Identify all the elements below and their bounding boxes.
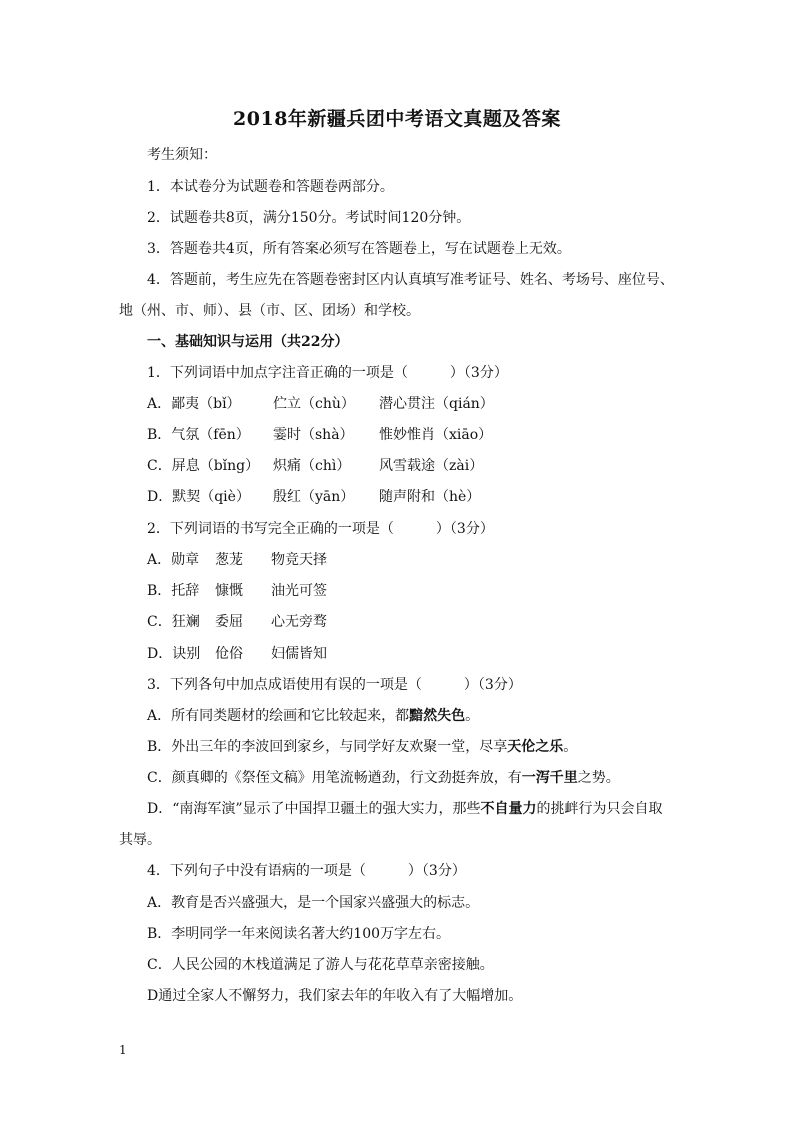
q2-option-d [147, 645, 327, 663]
notice-item-2: 2．试题卷共8页，满分150分。考试时间120分钟。 [147, 210, 471, 226]
q2-c-word2: 委屈 [215, 614, 243, 630]
q1-d-word2: 殷红（yān） [273, 489, 355, 505]
q2-a-word2: 葱茏 [215, 552, 243, 568]
q2-b-word2: 慷慨 [215, 583, 243, 599]
q2-d-word2: 伧俗 [215, 646, 243, 662]
q1-stem: 1．下列词语中加点字注音正确的一项是（ ）（3分） [147, 365, 508, 381]
q1-c-word2: 炽痛（chì） [273, 458, 351, 474]
q3-d-idiom: 不自量力 [480, 801, 537, 817]
q1-a-word1: A．鄙夷（bǐ） [147, 396, 241, 412]
q1-option-c [147, 457, 483, 475]
q1-option-b [147, 426, 492, 444]
q2-stem: 2．下列词语的书写完全正确的一项是（ ）（3分） [147, 521, 494, 537]
q2-b-word1: B．托辞 [147, 583, 200, 599]
q1-option-a [147, 395, 494, 413]
q1-b-word3: 惟妙惟肖（xiāo） [379, 427, 493, 443]
q3-d-end: 的挑衅行为只会自取 [536, 801, 663, 817]
q1-a-word3: 潜心贯注（qián） [379, 396, 494, 412]
q2-option-b [147, 582, 327, 600]
q1-option-d [147, 488, 480, 506]
q3-option-b [147, 738, 577, 756]
page-title: 2018年新疆兵团中考语文真题及答案 [233, 108, 561, 130]
q2-option-a [147, 551, 327, 569]
q2-option-c [147, 613, 327, 631]
q1-b-word2: 霎时（shà） [273, 427, 354, 443]
q3-b-text: B．外出三年的李波回到家乡，与同学好友欢聚一堂，尽享 [147, 739, 508, 755]
q2-d-word1: D．诀别 [147, 646, 201, 662]
q4-option-d: D通过全家人不懈努力，我们家去年的年收入有了大幅增加。 [147, 988, 523, 1004]
q3-c-idiom: 一泻千里 [521, 770, 578, 786]
q2-b-word3: 油光可签 [271, 583, 327, 599]
q2-c-word3: 心无旁骛 [271, 614, 327, 630]
q3-option-d-cont: 其辱。 [119, 832, 161, 848]
q3-stem: 3．下列各句中加点成语使用有误的一项是（ ）（3分） [147, 677, 522, 693]
q3-d-text: D．“南海军演”显示了中国捍卫疆土的强大实力，那些 [147, 801, 481, 817]
q1-c-word1: C．屏息（bǐng） [147, 458, 260, 474]
q3-c-end: 之势。 [577, 770, 620, 786]
q3-option-c [147, 769, 620, 787]
q3-option-d [147, 800, 663, 818]
q1-c-word3: 风雪载途（zài） [379, 458, 484, 474]
q3-a-idiom: 黯然失色 [409, 708, 466, 724]
page-number: 1 [119, 1043, 127, 1057]
notice-item-1: 1．本试卷分为试题卷和答题卷两部分。 [147, 179, 394, 195]
q2-a-word3: 物竞天择 [271, 552, 327, 568]
q3-a-end: 。 [465, 708, 480, 724]
q2-d-word3: 妇儒皆知 [271, 646, 327, 662]
q1-b-word1: B．气氛（fēn） [147, 427, 250, 443]
q3-c-text: C．颜真卿的《祭侄文稿》用笔流畅遒劲，行文劲挺奔放，有 [147, 770, 522, 786]
q4-stem: 4．下列句子中没有语病的一项是（ ）（3分） [147, 863, 466, 879]
notice-item-3: 3．答题卷共4页，所有答案必须写在答题卷上，写在试题卷上无效。 [147, 241, 571, 257]
q4-option-c: C．人民公园的木栈道满足了游人与花花草草亲密接触。 [147, 957, 494, 973]
q3-b-end: 。 [563, 739, 578, 755]
q1-a-word2: 伫立（chù） [273, 396, 355, 412]
q1-d-word3: 随声附和（hè） [379, 489, 481, 505]
notice-item-4-cont: 地（州、市、师）、县（市、区、团场）和学校。 [119, 303, 420, 319]
notice-item-4: 4．答题前，考生应先在答题卷密封区内认真填写准考证号、姓名、考场号、座位号、 [147, 272, 674, 288]
q2-a-word1: A．勋章 [147, 552, 200, 568]
q4-option-a: A．教育是否兴盛强大，是一个国家兴盛强大的标志。 [147, 895, 480, 911]
q2-c-word1: C．狂斓 [147, 614, 200, 630]
q3-a-text: A．所有同类题材的绘画和它比较起来，都 [147, 708, 410, 724]
q4-option-b: B．李明同学一年来阅读名著大约100万字左右。 [147, 926, 451, 942]
notice-heading: 考生须知： [147, 147, 217, 163]
q3-option-a [147, 707, 479, 725]
section-heading: 一、基础知识与运用（共22分） [147, 334, 349, 350]
q3-b-idiom: 天伦之乐 [507, 739, 564, 755]
q1-d-word1: D．默契（qiè） [147, 489, 250, 505]
